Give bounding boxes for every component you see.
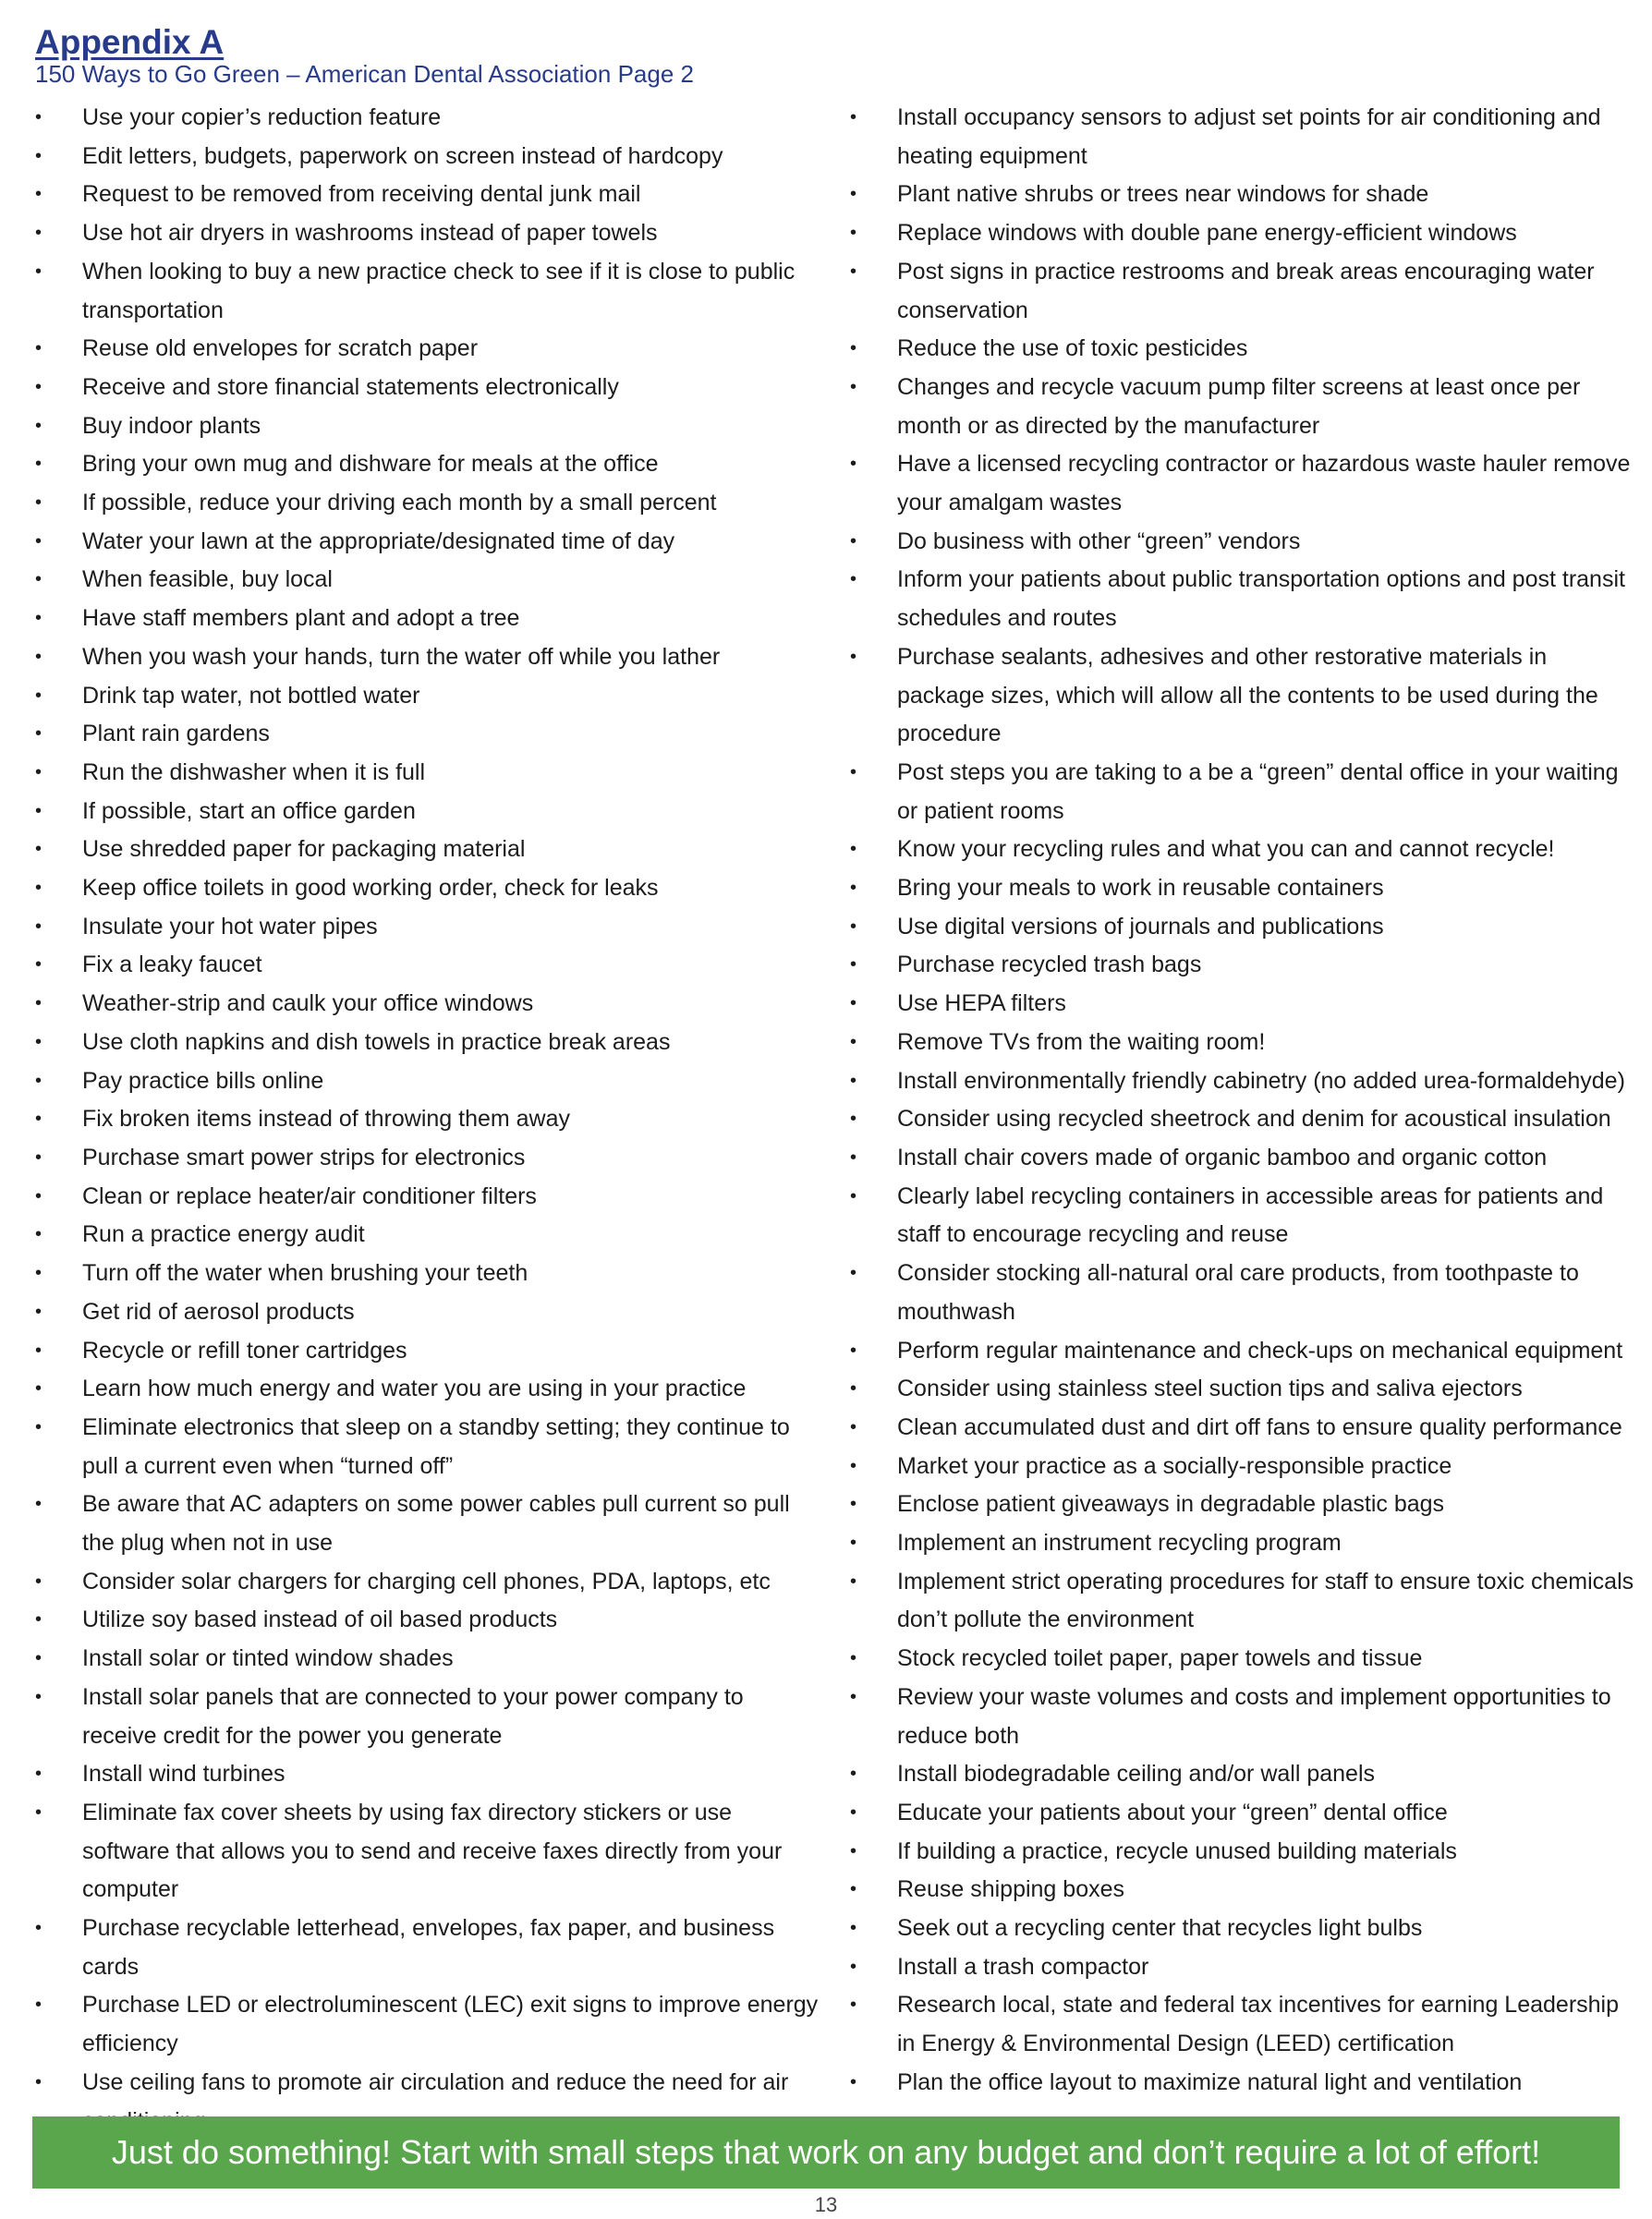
list-item-text: Be aware that AC adapters on some power cables pull current so pull the plug when not in use [82,1491,790,1557]
bullet-icon: • [850,1879,857,1900]
list-item [35,715,820,754]
right-column-list [850,99,1635,2103]
list-item [850,908,1635,947]
list-item-text: Consider stocking all-natural oral care products, from toothpaste to mouthwash [897,1260,1579,1325]
list-item-text: Consider using recycled sheetrock and denim for acoustical insulation [897,1106,1611,1133]
bullet-icon: • [35,261,43,282]
list-item-text: Perform regular maintenance and check-ups on mechanical equipment [897,1337,1623,1364]
page-title: Appendix A [35,23,225,61]
page-number: 13 [814,2193,838,2216]
list-item-text: Install occupancy sensors to adjust set points for air conditioning and heating equipment [897,104,1601,169]
list-item-text: Remove TVs from the waiting room! [897,1028,1266,1055]
list-item [35,1293,820,1332]
list-item-text: Drink tap water, not bottled water [82,682,420,709]
list-item [850,176,1635,214]
bullet-icon: • [35,915,43,937]
list-item [850,1563,1635,1640]
list-item-text: When you wash your hands, turn the water off while you lather [82,643,721,670]
bullet-icon: • [850,454,857,475]
list-item [850,1640,1635,1679]
list-item-text: Post signs in practice restrooms and break areas encouraging water conservation [897,258,1595,323]
bullet-icon: • [850,915,857,937]
bullet-icon: • [850,1031,857,1052]
bullet-icon: • [850,261,857,282]
list-item-text: Install biodegradable ceiling and/or wall panels [897,1761,1376,1788]
list-item-text: Inform your patients about public transportation options and post transit schedules and routes [897,566,1625,632]
list-item-text: Clearly label recycling containers in accessible areas for patients and staff to encourage recycling and reuse [897,1182,1604,1248]
bullet-icon: • [35,1031,43,1052]
list-item [850,2064,1635,2103]
list-item-text: Keep office toilets in good working order, check for leaks [82,875,659,902]
bullet-icon: • [35,878,43,899]
list-item [35,561,820,600]
bullet-icon: • [35,1224,43,1245]
list-item-text: Know your recycling rules and what you can and cannot recycle! [897,836,1555,863]
list-item [850,1255,1635,1331]
bullet-icon: • [850,1263,857,1284]
list-item [850,253,1635,330]
list-item [35,869,820,908]
bullet-icon: • [35,1109,43,1130]
bullet-icon: • [850,646,857,667]
list-item [35,1910,820,1986]
list-item [850,369,1635,445]
list-item-text: Buy indoor plants [82,412,261,439]
list-item [850,1910,1635,1948]
list-item-text: Consider using stainless steel suction tips and saliva ejectors [897,1376,1523,1402]
list-item-text: Stock recycled toilet paper, paper towels and tissue [897,1645,1423,1672]
list-item-text: Request to be removed from receiving dental junk mail [82,181,641,208]
list-item [850,1370,1635,1409]
list-item-text: Purchase smart power strips for electronics [82,1144,526,1170]
bullet-icon: • [35,1340,43,1361]
bullet-icon: • [35,1070,43,1091]
list-item-text: Get rid of aerosol products [82,1298,355,1325]
bullet-icon: • [850,1995,857,2016]
list-item-text: Clean accumulated dust and dirt off fans to ensure quality performance [897,1413,1622,1440]
list-item [35,638,820,677]
bullet-icon: • [850,1801,857,1823]
list-item-text: Implement strict operating procedures for staff to ensure toxic chemicals don’t pollute the environment [897,1568,1634,1633]
list-item-text: Eliminate electronics that sleep on a standby setting; they continue to pull a current even when “turned off” [82,1413,790,1479]
list-item-text: Recycle or refill toner cartridges [82,1337,407,1364]
list-item-text: Learn how much energy and water you are using in your practice [82,1376,747,1402]
list-item [35,1178,820,1217]
bullet-icon: • [35,223,43,244]
bullet-icon: • [35,993,43,1014]
list-item-text: If possible, start an office garden [82,797,416,824]
list-item-text: Do business with other “green” vendors [897,527,1301,554]
list-item [850,831,1635,869]
bullet-icon: • [850,954,857,976]
list-item [850,754,1635,831]
list-item-text: If building a practice, recycle unused building materials [897,1837,1457,1864]
list-item [35,1986,820,2063]
list-item [35,253,820,330]
bullet-icon: • [35,1801,43,1823]
list-item-text: Have staff members plant and adopt a tree [82,605,520,632]
list-item [35,1679,820,1755]
list-item [35,677,820,716]
bullet-icon: • [850,530,857,552]
list-item [850,1139,1635,1178]
list-item-text: Eliminate fax cover sheets by using fax directory stickers or use software that allows you to send and receive faxes directly from your computer [82,1799,783,1903]
list-item [35,946,820,985]
list-item [35,330,820,369]
list-item [35,138,820,176]
bullet-icon: • [850,569,857,590]
bullet-icon: • [35,145,43,166]
list-item-text: Plant rain gardens [82,721,270,747]
list-item-text: Reuse old envelopes for scratch paper [82,335,479,362]
list-item [35,831,820,869]
bullet-icon: • [850,1840,857,1861]
page-subtitle: 150 Ways to Go Green – American Dental Association Page 2 [35,60,694,88]
bullet-icon: • [35,454,43,475]
bullet-icon: • [850,1340,857,1361]
bullet-icon: • [35,1378,43,1400]
list-item-text: Research local, state and federal tax incentives for earning Leadership in Energy & Environmental Design (LEED) certification [897,1992,1620,2057]
bullet-icon: • [850,1416,857,1437]
list-item-text: Weather-strip and caulk your office windows [82,990,534,1017]
bullet-icon: • [850,1648,857,1669]
list-item-text: Pay practice bills online [82,1067,324,1094]
list-item [35,1024,820,1062]
list-item-text: Replace windows with double pane energy-efficient windows [897,220,1517,247]
list-item-text: Use HEPA filters [897,990,1066,1017]
list-item-text: Bring your own mug and dishware for meals at the office [82,451,659,478]
list-item-text: Install solar or tinted window shades [82,1645,454,1672]
list-item [35,1062,820,1101]
list-item [35,523,820,562]
list-item-text: Implement an instrument recycling program [897,1530,1342,1557]
list-item-text: Purchase LED or electroluminescent (LEC) exit signs to improve energy efficiency [82,1992,819,2057]
list-item-text: Post steps you are taking to a be a “green” dental office in your waiting or patient rooms [897,758,1619,824]
bullet-icon: • [35,184,43,205]
list-item [850,985,1635,1024]
bullet-icon: • [850,1533,857,1554]
list-item-text: Use cloth napkins and dish towels in practice break areas [82,1028,671,1055]
list-item-text: Clean or replace heater/air conditioner filters [82,1182,537,1209]
list-item [35,1794,820,1910]
list-item-text: Educate your patients about your “green” dental office [897,1799,1448,1825]
list-item [850,1948,1635,1987]
list-item-text: When looking to buy a new practice check to see if it is close to public transportation [82,258,796,323]
list-item-text: Review your waste volumes and costs and implement opportunities to reduce both [897,1683,1611,1749]
bullet-icon: • [35,376,43,397]
list-item [35,1216,820,1255]
bullet-icon: • [850,1070,857,1091]
list-item [35,1255,820,1293]
bullet-icon: • [35,1301,43,1322]
list-item [35,793,820,831]
list-item-text: Install environmentally friendly cabinetry (no added urea-formaldehyde) [897,1067,1625,1094]
list-item [35,1601,820,1640]
list-item [850,1755,1635,1794]
list-item [850,1409,1635,1448]
bullet-icon: • [35,1416,43,1437]
list-item-text: Run a practice energy audit [82,1221,365,1248]
list-item [850,946,1635,985]
list-item [35,1409,820,1485]
list-item [850,523,1635,562]
list-item-text: Use shredded paper for packaging material [82,836,526,863]
list-item-text: Receive and store financial statements electronically [82,373,619,400]
list-item [850,638,1635,754]
list-item-text: Run the dishwasher when it is full [82,758,426,785]
list-item [850,214,1635,253]
bullet-icon: • [35,107,43,127]
list-item [35,754,820,793]
list-item [850,869,1635,908]
list-item [35,600,820,638]
list-item [35,1139,820,1178]
list-item-text: Fix a leaky faucet [82,952,262,978]
list-item-text: If possible, reduce your driving each month by a small percent [82,490,717,516]
bullet-icon: • [35,1764,43,1785]
list-item-text: Plant native shrubs or trees near windows for shade [897,181,1429,208]
left-column-list [35,99,820,2140]
list-item-text: Use digital versions of journals and publications [897,913,1384,940]
banner-text: Just do something! Start with small steps that work on any budget and don’t require a lot of effort! [111,2133,1541,2171]
list-item [850,1986,1635,2063]
bullet-icon: • [850,338,857,359]
list-item [850,1332,1635,1371]
list-item-text: Enclose patient giveaways in degradable plastic bags [897,1491,1445,1518]
bullet-icon: • [35,685,43,706]
bullet-icon: • [35,1609,43,1631]
list-item-text: Reduce the use of toxic pesticides [897,335,1248,362]
list-item-text: Purchase recyclable letterhead, envelopes, fax paper, and business cards [82,1915,775,1980]
bullet-icon: • [35,1570,43,1592]
list-item [850,1062,1635,1101]
bullet-icon: • [850,107,857,127]
list-item [35,1640,820,1679]
bullet-icon: • [35,338,43,359]
list-item-text: Have a licensed recycling contractor or hazardous waste hauler remove your amalgam wastes [897,451,1631,516]
list-item-text: Water your lawn at the appropriate/designated time of day [82,527,675,554]
bullet-icon: • [850,839,857,860]
bullet-icon: • [850,761,857,782]
list-item-text: Install solar panels that are connected to your power company to receive credit for the power you generate [82,1683,744,1749]
list-item [850,1178,1635,1255]
list-item [35,1563,820,1602]
list-item [850,1871,1635,1910]
bullet-icon: • [35,492,43,514]
list-item-text: Utilize soy based instead of oil based products [82,1607,558,1633]
bullet-icon: • [850,1494,857,1515]
footer-banner [32,2116,1620,2189]
bullet-icon: • [850,1455,857,1476]
bullet-icon: • [35,761,43,782]
list-item-text: Fix broken items instead of throwing them away [82,1106,571,1133]
bullet-icon: • [35,1263,43,1284]
bullet-icon: • [850,1956,857,1977]
list-item [35,908,820,947]
list-item-text: Insulate your hot water pipes [82,913,378,940]
bullet-icon: • [850,1109,857,1130]
bullet-icon: • [850,2071,857,2092]
list-item [850,1448,1635,1486]
bullet-icon: • [850,184,857,205]
list-item [35,99,820,138]
list-item [850,1524,1635,1563]
bullet-icon: • [35,1648,43,1669]
bullet-icon: • [850,1686,857,1707]
list-item [850,561,1635,637]
list-item [35,176,820,214]
bullet-icon: • [35,1918,43,1939]
list-item [35,1485,820,1562]
list-item [35,445,820,484]
list-item [850,1100,1635,1139]
list-item-text: Edit letters, budgets, paperwork on screen instead of hardcopy [82,142,723,169]
list-item-text: Purchase recycled trash bags [897,952,1202,978]
bullet-icon: • [850,1764,857,1785]
list-item [35,1100,820,1139]
bullet-icon: • [35,530,43,552]
list-item [35,1370,820,1409]
list-item [850,330,1635,369]
list-item-text: Seek out a recycling center that recycles light bulbs [897,1915,1423,1942]
bullet-icon: • [850,1918,857,1939]
list-item [850,99,1635,176]
bullet-icon: • [35,1185,43,1207]
bullet-icon: • [35,2071,43,2092]
bullet-icon: • [35,1995,43,2016]
bullet-icon: • [850,223,857,244]
list-item [35,1755,820,1794]
list-item [850,1024,1635,1062]
bullet-icon: • [35,954,43,976]
bullet-icon: • [850,878,857,899]
bullet-icon: • [35,569,43,590]
list-item [850,445,1635,522]
bullet-icon: • [850,993,857,1014]
list-item-text: Purchase sealants, adhesives and other restorative materials in package sizes, which will allow all the contents to be used during the procedure [897,643,1598,747]
bullet-icon: • [35,1146,43,1168]
bullet-icon: • [850,376,857,397]
bullet-icon: • [35,1686,43,1707]
list-item-text: Market your practice as a socially-responsible practice [897,1452,1452,1479]
list-item-text: Consider solar chargers for charging cell phones, PDA, laptops, etc [82,1568,771,1595]
list-item-text: When feasible, buy local [82,566,333,593]
list-item-text: Bring your meals to work in reusable containers [897,875,1384,902]
list-item-text: Use hot air dryers in washrooms instead of paper towels [82,220,658,247]
list-item [35,214,820,253]
list-item-text: Install chair covers made of organic bamboo and organic cotton [897,1144,1548,1170]
list-item [35,1332,820,1371]
list-item [35,407,820,446]
list-item [35,484,820,523]
list-item-text: Install wind turbines [82,1761,285,1788]
bullet-icon: • [35,608,43,629]
list-item-text: Turn off the water when brushing your teeth [82,1260,528,1287]
list-item-text: Plan the office layout to maximize natural light and ventilation [897,2068,1523,2095]
bullet-icon: • [35,723,43,745]
bullet-icon: • [850,1378,857,1400]
bullet-icon: • [35,415,43,436]
list-item [850,1485,1635,1524]
list-item-text: Changes and recycle vacuum pump filter screens at least once per month or as directed by the manufacturer [897,373,1581,439]
list-item-text: Install a trash compactor [897,1953,1149,1980]
list-item [850,1679,1635,1755]
list-item [850,1833,1635,1872]
bullet-icon: • [35,646,43,667]
bullet-icon: • [850,1146,857,1168]
list-item [850,1794,1635,1833]
list-item [35,369,820,407]
bullet-icon: • [35,800,43,821]
bullet-icon: • [35,839,43,860]
list-item-text: Reuse shipping boxes [897,1876,1124,1903]
list-item-text: Use your copier’s reduction feature [82,104,442,130]
bullet-icon: • [850,1185,857,1207]
bullet-icon: • [35,1494,43,1515]
list-item-text: Use ceiling fans to promote air circulation and reduce the need for air [82,2068,789,2095]
list-item [35,985,820,1024]
bullet-icon: • [850,1570,857,1592]
